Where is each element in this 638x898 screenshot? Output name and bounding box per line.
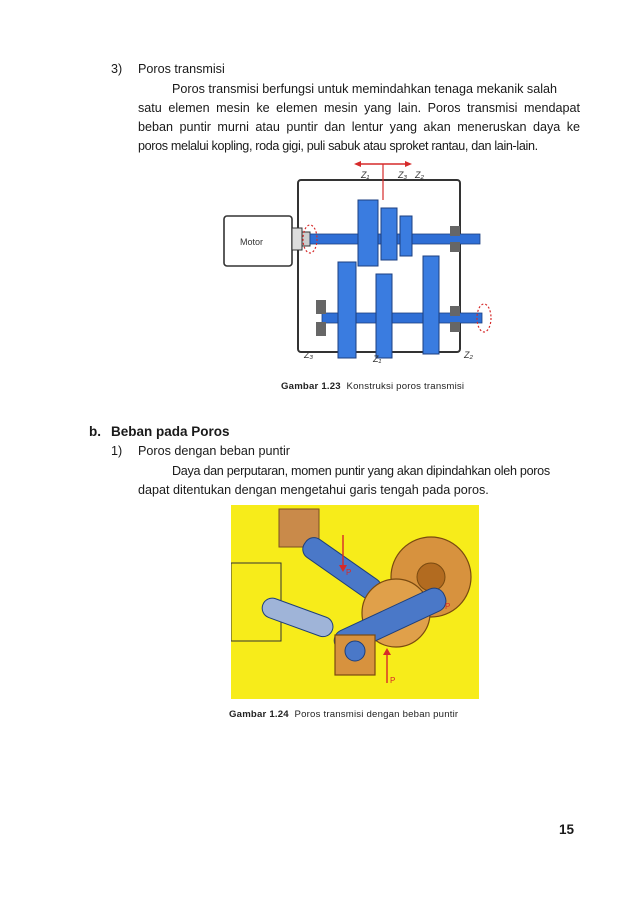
gear-label: Z₃ xyxy=(304,350,314,360)
gear-z3-upper xyxy=(381,208,397,260)
paragraph-line: Daya dan perputaran, momen puntir yang akan dipindahkan oleh poros xyxy=(172,464,550,478)
force-label: P xyxy=(445,602,451,611)
paragraph-line: poros melalui kopling, roda gigi, puli sabuk atau sproket rantau, dan lain-lain. xyxy=(138,139,538,153)
paragraph-line: Poros transmisi berfungsi untuk memindahkan tenaga mekanik salah xyxy=(172,82,558,96)
gear-z1-lower xyxy=(376,274,392,358)
figure-2-caption xyxy=(229,709,458,720)
item-number-3: 3) xyxy=(111,62,123,76)
gear-z2-lower xyxy=(423,256,439,354)
paragraph-line: satu elemen mesin ke elemen mesin yang lain. Poros transmisi mendapat xyxy=(138,101,580,115)
force-label: P xyxy=(346,568,352,577)
caption-text: Konstruksi poros transmisi xyxy=(346,381,465,392)
gear-z2-upper xyxy=(400,216,412,256)
force-label: P xyxy=(390,676,396,685)
section-heading: Beban pada Poros xyxy=(111,424,230,439)
figure-1-caption xyxy=(281,381,464,392)
figure-transmission-construction xyxy=(218,158,498,370)
gear-label: Z₃ xyxy=(398,170,408,180)
gear-z1-upper xyxy=(358,200,378,266)
torsion-illustration xyxy=(231,505,479,699)
gear-label: Z₁ xyxy=(373,354,382,364)
caption-label: Gambar 1.24 xyxy=(229,709,289,720)
section-letter-b: b. xyxy=(89,424,101,439)
gear-label: Z₂ xyxy=(464,350,473,360)
gear-label: Z₁ xyxy=(361,170,370,180)
section-3-paragraph xyxy=(138,80,580,156)
paragraph-line: dapat ditentukan dengan mengetahui garis tengah pada poros. xyxy=(138,483,489,497)
caption-text: Poros transmisi dengan beban puntir xyxy=(294,709,459,720)
item-title-poros-transmisi: Poros transmisi xyxy=(138,62,225,76)
sub-item-title: Poros dengan beban puntir xyxy=(138,444,290,458)
section-b-paragraph xyxy=(138,462,580,500)
gear-label: Z₂ xyxy=(415,170,424,180)
figure-shaft-torsion xyxy=(231,505,479,699)
motor-label: Motor xyxy=(240,237,264,247)
page-number: 15 xyxy=(559,822,575,837)
sub-item-number: 1) xyxy=(111,444,123,458)
caption-label: Gambar 1.23 xyxy=(281,381,341,392)
paragraph-line: beban puntir murni atau puntir dan lentur yang akan meneruskan daya ke xyxy=(138,120,580,134)
gear-z3-lower xyxy=(338,262,356,358)
transmission-diagram xyxy=(218,158,498,370)
